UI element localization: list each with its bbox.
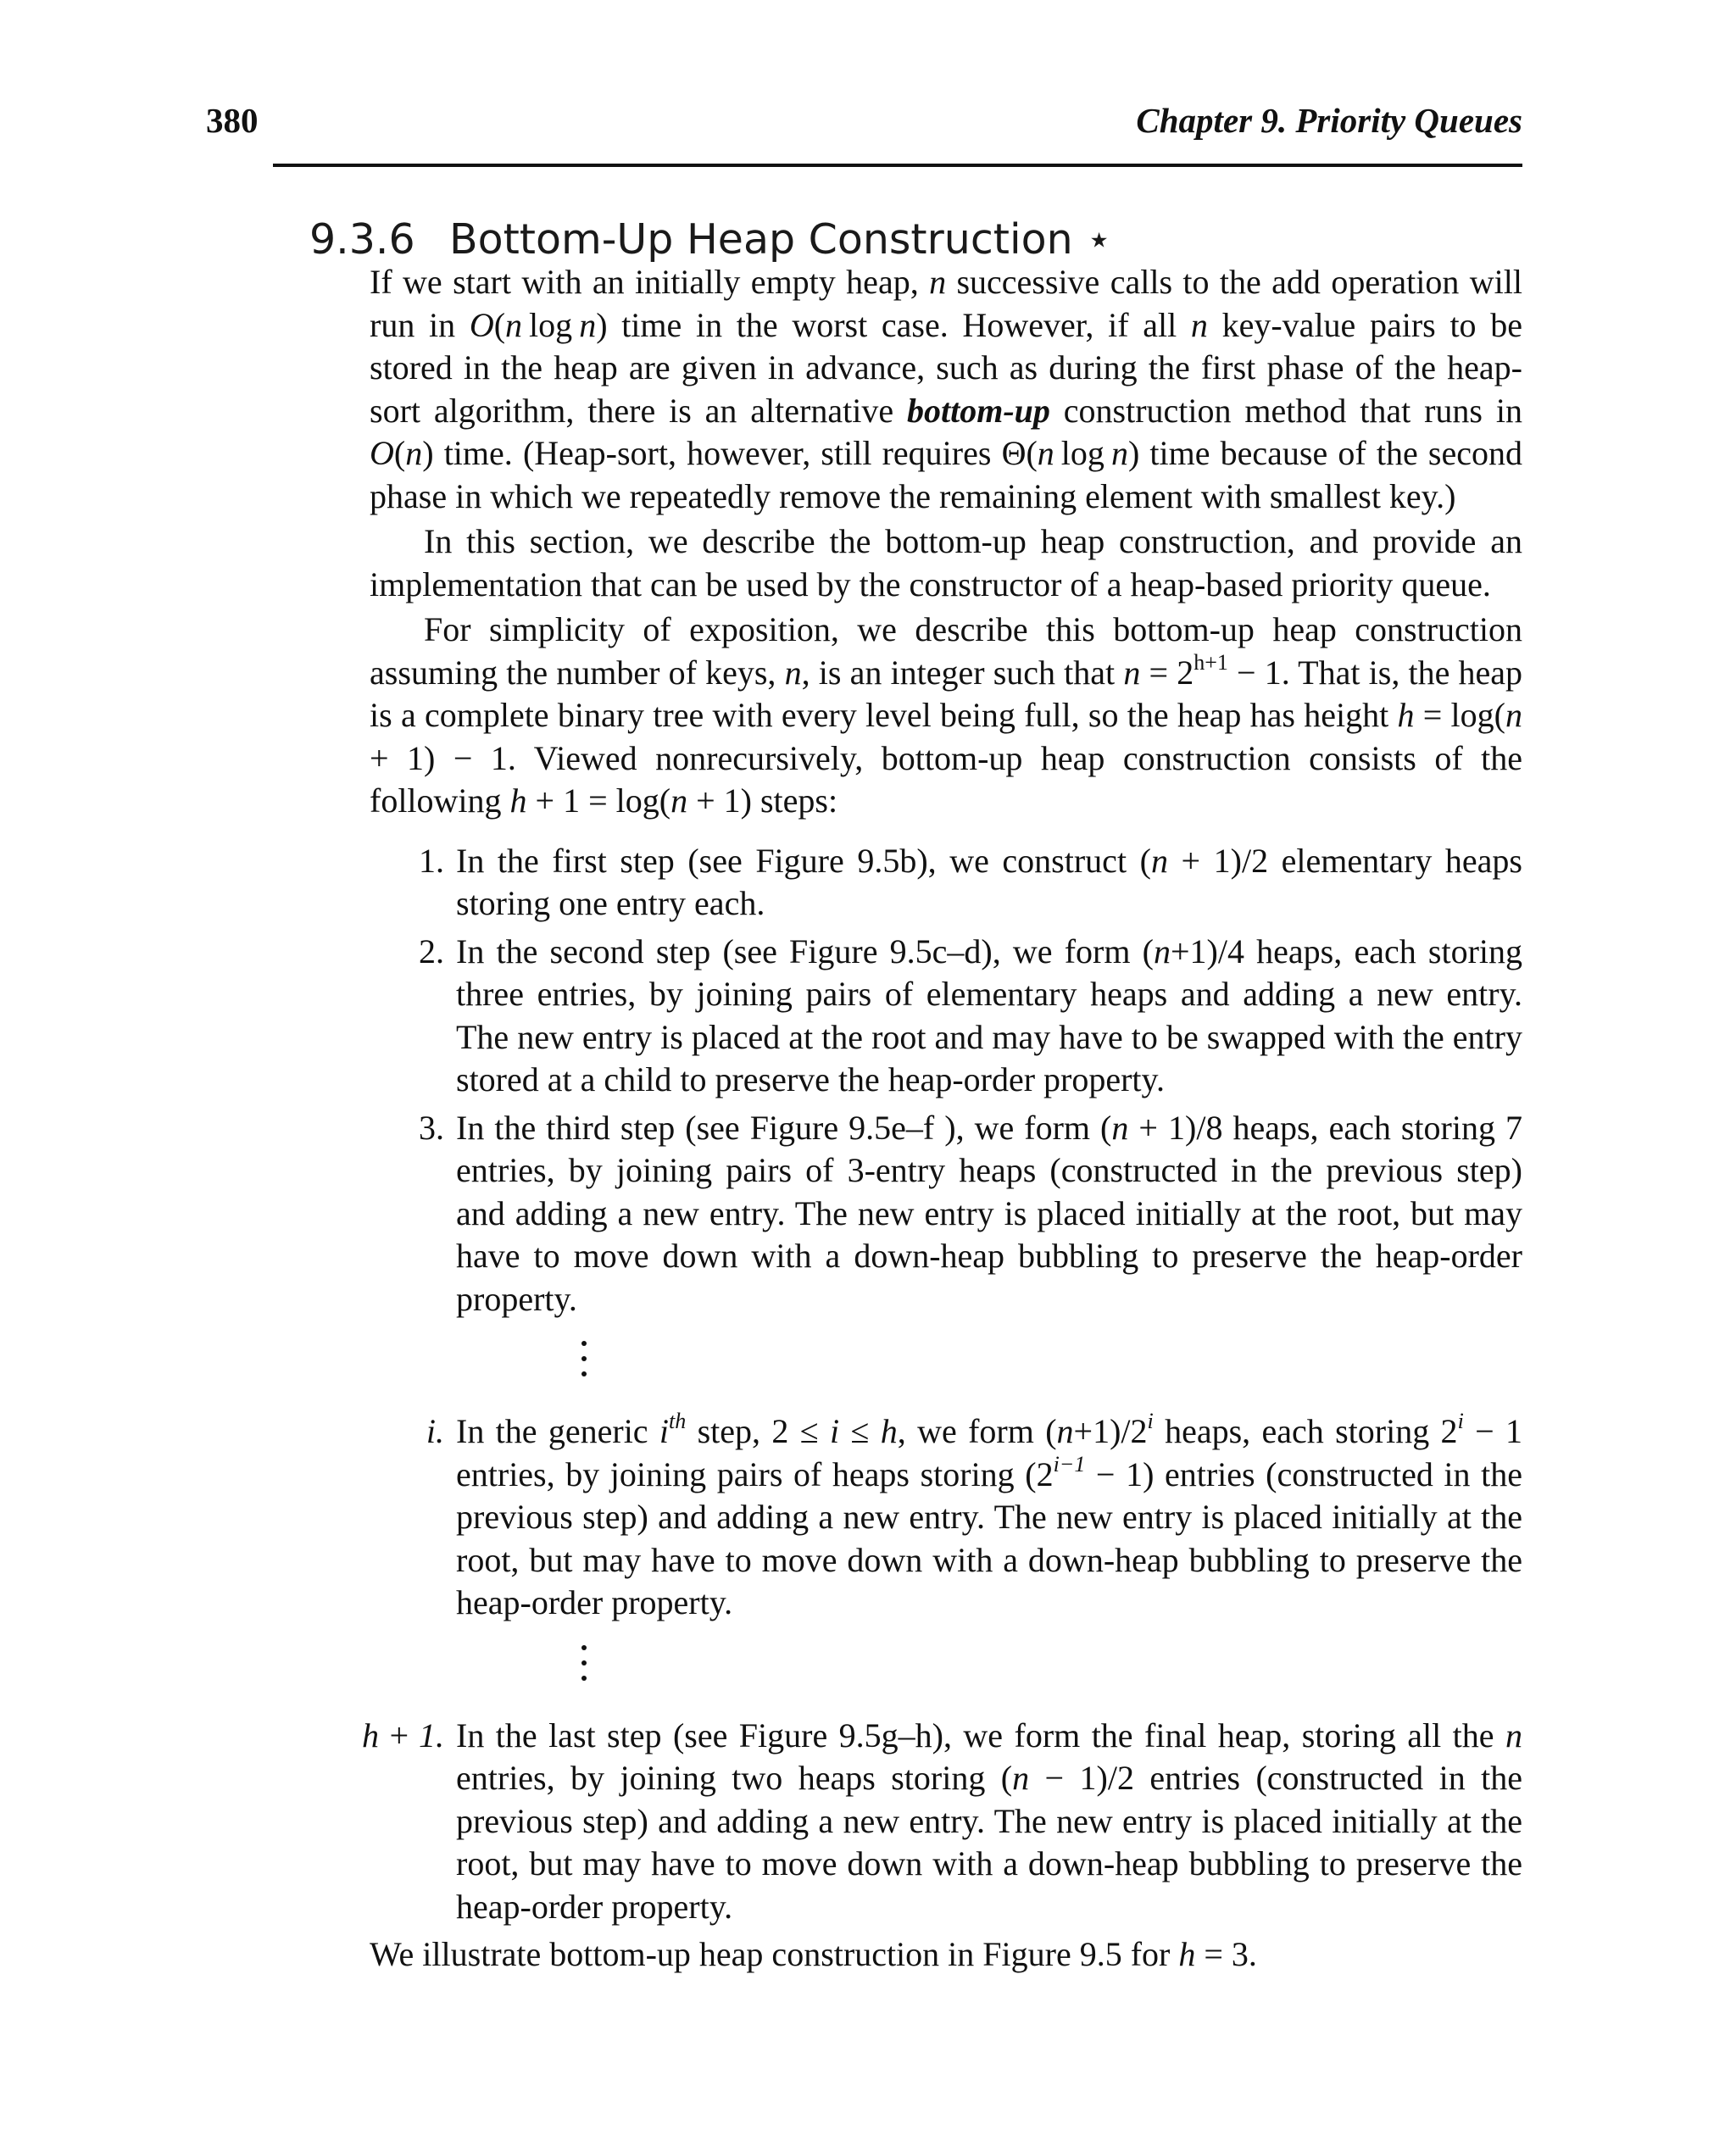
text-run: +1)/2 — [1073, 1412, 1148, 1450]
superscript: i — [1147, 1409, 1154, 1433]
ellipsis-dot — [581, 1660, 587, 1666]
text-run: = 3. — [1195, 1935, 1257, 1973]
text-run: construction method that runs in — [1049, 391, 1522, 430]
text-run: In the generic — [456, 1412, 659, 1450]
step-item — [370, 840, 1522, 926]
text-run: + 1)/2 elementary heaps storing one entry each. — [456, 841, 1522, 922]
step-text — [456, 842, 1522, 923]
math-variable: n — [1037, 434, 1054, 472]
step-marker: i. — [426, 1412, 444, 1450]
step-marker: 1. — [419, 841, 444, 880]
text-run: +1)/4 heaps, each storing three entries, by joining pairs of elementary heaps and adding a new entry. The new entry is placed at the root and may have to be swapped with the entry stored at a child to preserve the heap-order property. — [456, 931, 1523, 1098]
text-run: + 1)/8 heaps, each storing 7 entries, by joining pairs of 3-entry heaps (constructed in the previous step) and adding a new entry. The new entry is placed initially at the root, but may have to move down with a down-heap bubbling to preserve the heap-order property. — [456, 1108, 1522, 1318]
paragraph — [370, 261, 1522, 518]
math-variable: h — [1178, 1935, 1196, 1973]
text-run: key-value pairs to be stored in the heap are given in advance, such as during the first phase of the heap-sort algorithm, there is an alternative — [370, 305, 1522, 430]
step-text — [456, 1716, 1522, 1926]
paragraph — [370, 609, 1522, 823]
text-run: In the third step (see Figure 9.5e–f ), we form ( — [456, 1108, 1112, 1147]
text-run: ≤ — [839, 1412, 881, 1450]
text-run: + 1) − 1. Viewed nonrecursively, bottom-up heap construction consists of the following — [370, 738, 1522, 820]
math-variable: n — [670, 781, 688, 820]
math-variable: n — [1110, 434, 1128, 472]
step-text — [456, 1109, 1522, 1318]
construction-steps-list — [362, 840, 1523, 1929]
step-text — [456, 1409, 1523, 1621]
code-term: add — [1271, 263, 1321, 301]
text-run: ( — [393, 434, 406, 472]
step-marker: 2. — [419, 931, 444, 970]
step-item — [370, 931, 1522, 1102]
vertical-ellipsis — [370, 1326, 1522, 1410]
text-run: − 1 entries, by joining pairs of heaps storing (2 — [456, 1412, 1523, 1493]
emphasized-term: bottom-up — [906, 391, 1050, 430]
text-run: entries, by joining two heaps storing ( — [456, 1759, 1013, 1797]
ellipsis-dot — [581, 1356, 587, 1361]
step-item — [370, 1107, 1522, 1321]
section-title: Bottom-Up Heap Construction ⋆ — [449, 214, 1112, 264]
math-variable: i — [830, 1412, 840, 1450]
ellipsis-dot — [581, 1645, 587, 1650]
step-text — [456, 932, 1522, 1099]
step-marker: 3. — [419, 1108, 444, 1147]
text-run: We illustrate bottom-up heap construction in Figure 9.5 for — [370, 1935, 1179, 1973]
page-number: 380 — [206, 101, 259, 140]
text-run: In the last step (see Figure 9.5g–h), we form the final heap, storing all the — [456, 1716, 1505, 1755]
text-run: − 1. That is, the heap is a complete binary tree with every level being full, so the heap has height — [370, 653, 1522, 734]
math-variable: n — [1111, 1108, 1129, 1147]
text-run: ) time. (Heap-sort, however, still requires Θ( — [422, 434, 1038, 472]
ellipsis-dot — [581, 1676, 587, 1681]
math-variable: n — [1150, 841, 1168, 880]
section-heading — [309, 215, 1112, 264]
superscript: th — [669, 1409, 687, 1433]
math-variable: n — [505, 305, 523, 344]
text-run: ( — [493, 305, 506, 344]
text-run: , we form ( — [897, 1412, 1057, 1450]
closing-sentence — [370, 1933, 1522, 1977]
text-run: heaps, each storing 2 — [1153, 1412, 1458, 1450]
text-run: In this section, we describe the bottom-up heap construction, and provide an implementation that can be used by the constructor of a heap-based priority queue. — [370, 522, 1522, 603]
header-rule — [273, 164, 1522, 167]
math-variable: n — [1154, 931, 1171, 970]
math-variable: O — [469, 305, 494, 344]
text-run: ) time in the worst case. However, if all — [596, 305, 1191, 344]
step-item — [370, 1410, 1522, 1625]
text-run: For simplicity of exposition, we describe this bottom-up heap construction assuming the number of keys, — [370, 610, 1522, 692]
superscript: h+1 — [1194, 649, 1228, 675]
text-run: If we start with an initially empty heap, — [370, 263, 930, 301]
math-variable: n — [1056, 1412, 1074, 1450]
step-item — [362, 1715, 1523, 1929]
body-text — [362, 261, 1523, 1977]
step-marker: h + 1. — [362, 1716, 444, 1755]
text-run: + 1 = log( — [526, 781, 671, 820]
math-variable: i — [659, 1412, 670, 1450]
math-variable: n — [579, 305, 597, 344]
math-variable: n — [784, 653, 802, 692]
math-variable: h — [509, 781, 527, 820]
section-number: 9.3.6 — [309, 214, 415, 264]
superscript: i−1 — [1053, 1451, 1086, 1476]
text-run: , is an integer such that — [801, 653, 1124, 692]
text-run: ) time because of the second phase in which we repeatedly remove the remaining element with smallest key.) — [370, 434, 1522, 515]
superscript: i — [1457, 1409, 1464, 1433]
text-run: − 1)/2 entries (constructed in the previous step) and adding a new entry. The new entry is placed initially at the root, but may have to move down with a down-heap bubbling to preserve the heap-order property. — [456, 1759, 1523, 1926]
math-variable: n — [1123, 653, 1141, 692]
math-variable: n — [1190, 305, 1208, 344]
text-run: − 1) entries (constructed in the previous step) and adding a new entry. The new entry is placed initially at the root, but may have to move down with a down-heap bubbling to preserve the heap-order property. — [456, 1454, 1522, 1621]
text-run: operation will run in — [370, 263, 1523, 344]
text-run: step, 2 ≤ — [686, 1412, 831, 1450]
paragraph — [370, 520, 1522, 606]
text-run: successive calls to the — [946, 263, 1272, 301]
ellipsis-dot — [581, 1341, 587, 1346]
math-variable: n — [405, 434, 423, 472]
ellipsis-dot — [581, 1371, 587, 1376]
math-variable: n — [929, 263, 947, 301]
text-run: In the first step (see Figure 9.5b), we construct ( — [456, 841, 1151, 880]
math-variable: h — [1397, 696, 1415, 734]
math-variable: h — [880, 1412, 898, 1450]
text-run: In the second step (see Figure 9.5c–d), we form ( — [456, 931, 1154, 970]
math-variable: O — [370, 434, 394, 472]
text-run: + 1) steps: — [687, 781, 838, 820]
math-variable: n — [1505, 1716, 1522, 1755]
math-variable: n — [1012, 1759, 1030, 1797]
text-run: log — [522, 305, 580, 344]
vertical-ellipsis — [370, 1630, 1522, 1715]
running-head: Chapter 9. Priority Queues — [1136, 101, 1522, 140]
text-run: = 2 — [1140, 653, 1194, 692]
text-run: = log( — [1414, 696, 1505, 734]
math-variable: n — [1505, 696, 1522, 734]
text-run: log — [1054, 434, 1111, 472]
